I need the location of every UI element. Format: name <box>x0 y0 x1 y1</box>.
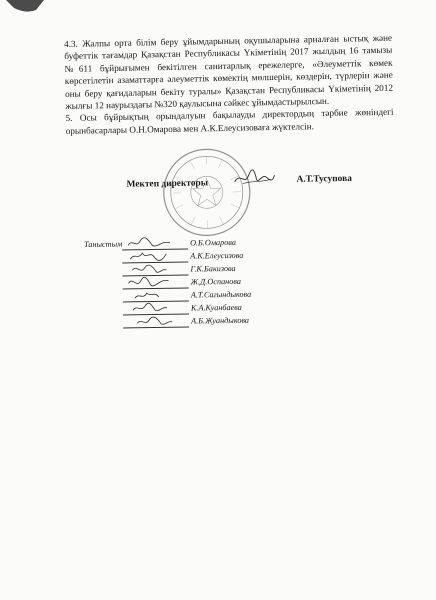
director-signature <box>232 167 276 188</box>
acknowledger-name: О.Б.Омарова <box>189 237 236 248</box>
acknowledger-name: А.Б.Жуандыкова <box>191 315 250 326</box>
scan-edge-mark <box>6 0 44 14</box>
acknowledger-name: Ж.Д.Оспанова <box>190 276 241 287</box>
acknowledger-name: К.А.Куанбаева <box>190 302 242 313</box>
paragraph-5: 5. Осы бұйрықтың орындалуын бақылауды директордың тәрбие жөніндегі орынбасарлары О.Н.Омарова мен А.К.Елеусизоваға жүктелсін. <box>65 107 394 136</box>
director-name: А.Т.Тусупова <box>296 173 352 185</box>
acknowledger-name: Г.К.Бакизова <box>190 263 236 274</box>
paragraph-4-3: 4.3. Жалпы орта білім беру ұйымдарының оқушыларына арналған ыстық және буфеттік тағамдар Қазақстан Республикасы Үкіметінің 2017 жылдың 16 тамызы №611 бұйрығымен бекітілген санитарлық ережелерге, «Әлеуметтік көмек көрсетілетін азаматтарға әлеуметтік көмектің мөлшерін, көздерін, түрлерін және оны беру қағидаларын бекіту туралы» Қазақстан Республикасы Үкіметінің 2012 жылғы 12 наурыздағы №320 қаулысына сәйкес ұйымдастырылсын. <box>64 32 394 112</box>
acknowledger-name: А.К.Елеусизова <box>190 250 244 261</box>
acknowledgement-row <box>123 315 303 331</box>
director-signature-block <box>0 142 436 240</box>
acknowledged-label: Таныстым <box>84 239 123 249</box>
signature-line <box>123 327 189 329</box>
order-text <box>64 32 394 138</box>
director-title: Мектеп директоры <box>126 178 209 190</box>
acknowledger-name: А.Т.Сагындыкова <box>190 289 252 300</box>
official-stamp <box>160 146 254 240</box>
